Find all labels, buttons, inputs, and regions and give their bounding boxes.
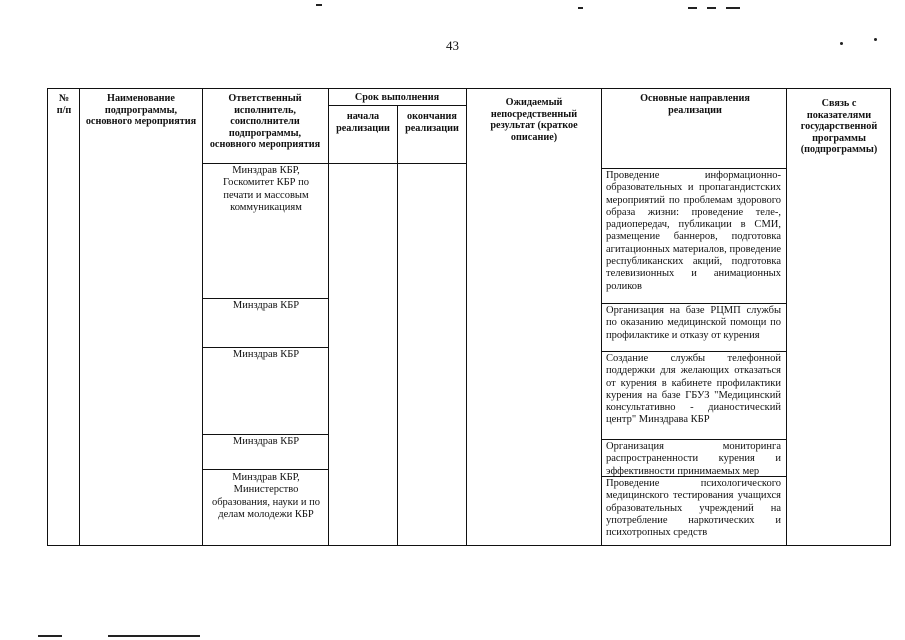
header-bottom-line: [202, 163, 466, 164]
row-2-direction: Организация на базе РЦМП службы по оказанию медицинской помощи по профилактике и отказу от курения: [606, 305, 781, 341]
row-1-direction: Проведение информационно-образовательных и пропагандистских мероприятий по проблемам здорового образа жизни: проведение теле-, радиопередач, публикации в СМИ, размещение баннеров, подготовка агитационных материалов, проведение республиканских акций, подготовка телевизионных и анимационных роликов: [606, 170, 781, 292]
header-number: № п/п: [56, 93, 72, 116]
scan-artifact: [316, 4, 322, 6]
header-period: Срок выполнения: [354, 92, 440, 103]
program-table: [47, 88, 891, 546]
row-5-direction: Проведение психологического медицинского тестирования учащихся образовательных учреждений на употребление наркотических и психотропных средств: [606, 478, 781, 539]
row-divider: [202, 298, 328, 299]
row-3-direction: Создание службы телефонной поддержки для желающих отказаться от курения в кабинете профилактики курения на базе ГБУЗ "Медицинский консультативно - дианостический центр" Минздрава КБР: [606, 353, 781, 426]
column-divider: [328, 89, 329, 545]
scan-artifact: [840, 42, 843, 45]
scan-artifact: [38, 635, 62, 637]
header-period-end: окончания реализации: [405, 111, 459, 134]
row-divider: [202, 434, 328, 435]
header-period-start: начала реализации: [336, 111, 390, 134]
header-directions: Основные направления реализации: [640, 93, 750, 116]
header-expected-result: Ожидаемый непосредственный результат (краткое описание): [490, 97, 578, 143]
row-1-responsible: Минздрав КБР, Госкомитет КБР по печати и массовым коммуникациям: [222, 165, 310, 213]
row-5-responsible: Минздрав КБР, Министерство образования, науки и по делам молодежи КБР: [211, 472, 321, 520]
column-divider: [786, 89, 787, 545]
row-divider: [601, 303, 786, 304]
scan-artifact: [688, 7, 697, 9]
row-divider: [601, 351, 786, 352]
column-divider: [466, 89, 467, 545]
header-name: Наименование подпрограммы, основного мероприятия: [85, 93, 197, 127]
column-divider: [202, 89, 203, 545]
row-2-responsible: Минздрав КБР: [232, 300, 300, 311]
header-link: Связь с показателями государственной программы (подпрограммы): [800, 98, 878, 155]
row-3-responsible: Минздрав КБР: [232, 349, 300, 360]
row-divider: [601, 439, 786, 440]
scan-artifact: [578, 7, 583, 9]
row-divider: [202, 347, 328, 348]
scan-artifact: [108, 635, 200, 637]
row-divider: [601, 168, 786, 169]
column-divider: [397, 105, 398, 545]
row-4-responsible: Минздрав КБР: [232, 436, 300, 447]
page-number: 43: [446, 38, 459, 53]
period-header-divider: [328, 105, 466, 106]
scan-artifact: [726, 7, 740, 9]
scan-artifact: [707, 7, 716, 9]
header-responsible: Ответственный исполнитель, соисполнители подпрограммы, основного мероприятия: [209, 93, 321, 150]
row-divider: [202, 469, 328, 470]
row-4-direction: Организация мониторинга распространенности курения и эффективности принимаемых мер: [606, 441, 781, 477]
scan-artifact: [874, 38, 877, 41]
column-divider: [79, 89, 80, 545]
